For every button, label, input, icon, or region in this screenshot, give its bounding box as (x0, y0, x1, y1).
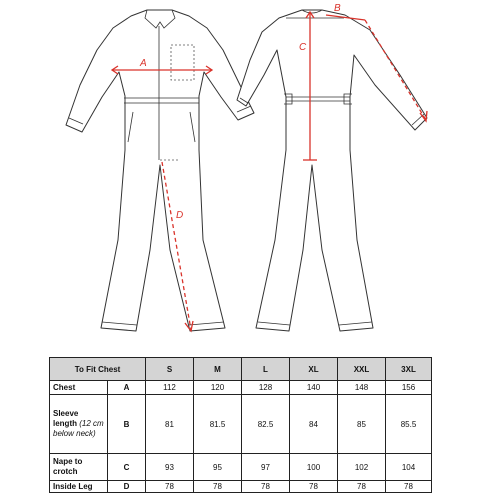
back-view (237, 10, 427, 331)
table-cell: 85 (338, 395, 386, 454)
table-cell: 95 (194, 454, 242, 481)
row-name: Nape to crotch (50, 454, 108, 481)
size-chart-table (49, 357, 432, 493)
table-cell: 78 (146, 481, 194, 493)
table-cell: 82.5 (242, 395, 290, 454)
table-cell: 100 (290, 454, 338, 481)
measure-label-c: C (299, 42, 307, 53)
table-cell: 78 (290, 481, 338, 493)
table-cell: 85.5 (386, 395, 432, 454)
table-cell: 78 (242, 481, 290, 493)
table-cell: 78 (386, 481, 432, 493)
row-letter: D (108, 481, 146, 493)
measure-label-b: B (334, 3, 341, 14)
table-row-chest (50, 381, 432, 395)
row-letter: B (108, 395, 146, 454)
header-size: M (194, 358, 242, 381)
back-silhouette (237, 10, 427, 331)
table-cell: 78 (338, 481, 386, 493)
table-cell: 128 (242, 381, 290, 395)
row-name (50, 395, 108, 454)
table-header-row (50, 358, 432, 381)
header-size: L (242, 358, 290, 381)
table-row-inside-leg (50, 481, 432, 493)
table-cell: 156 (386, 381, 432, 395)
header-size: 3XL (386, 358, 432, 381)
table-cell: 120 (194, 381, 242, 395)
measure-label-d: D (176, 210, 184, 221)
table-cell: 81.5 (194, 395, 242, 454)
table-cell: 112 (146, 381, 194, 395)
table-cell: 97 (242, 454, 290, 481)
table-cell: 102 (338, 454, 386, 481)
table-cell: 148 (338, 381, 386, 395)
table-cell: 93 (146, 454, 194, 481)
row-name-text: Sleeve length (53, 409, 79, 428)
header-size: S (146, 358, 194, 381)
row-name: Inside Leg (50, 481, 108, 493)
table-cell: 104 (386, 454, 432, 481)
row-name-note: (12 cm below neck) (53, 419, 104, 438)
table-cell: 78 (194, 481, 242, 493)
table-cell: 84 (290, 395, 338, 454)
header-to-fit-chest: To Fit Chest (50, 358, 146, 381)
table-row-sleeve (50, 395, 432, 454)
row-letter: C (108, 454, 146, 481)
measure-label-a: A (140, 58, 147, 69)
header-size: XL (290, 358, 338, 381)
front-view (66, 10, 254, 331)
table-cell: 140 (290, 381, 338, 395)
header-size: XXL (338, 358, 386, 381)
front-silhouette (66, 10, 254, 331)
row-name: Chest (50, 381, 108, 395)
row-letter: A (108, 381, 146, 395)
table-row-nape (50, 454, 432, 481)
table-cell: 81 (146, 395, 194, 454)
